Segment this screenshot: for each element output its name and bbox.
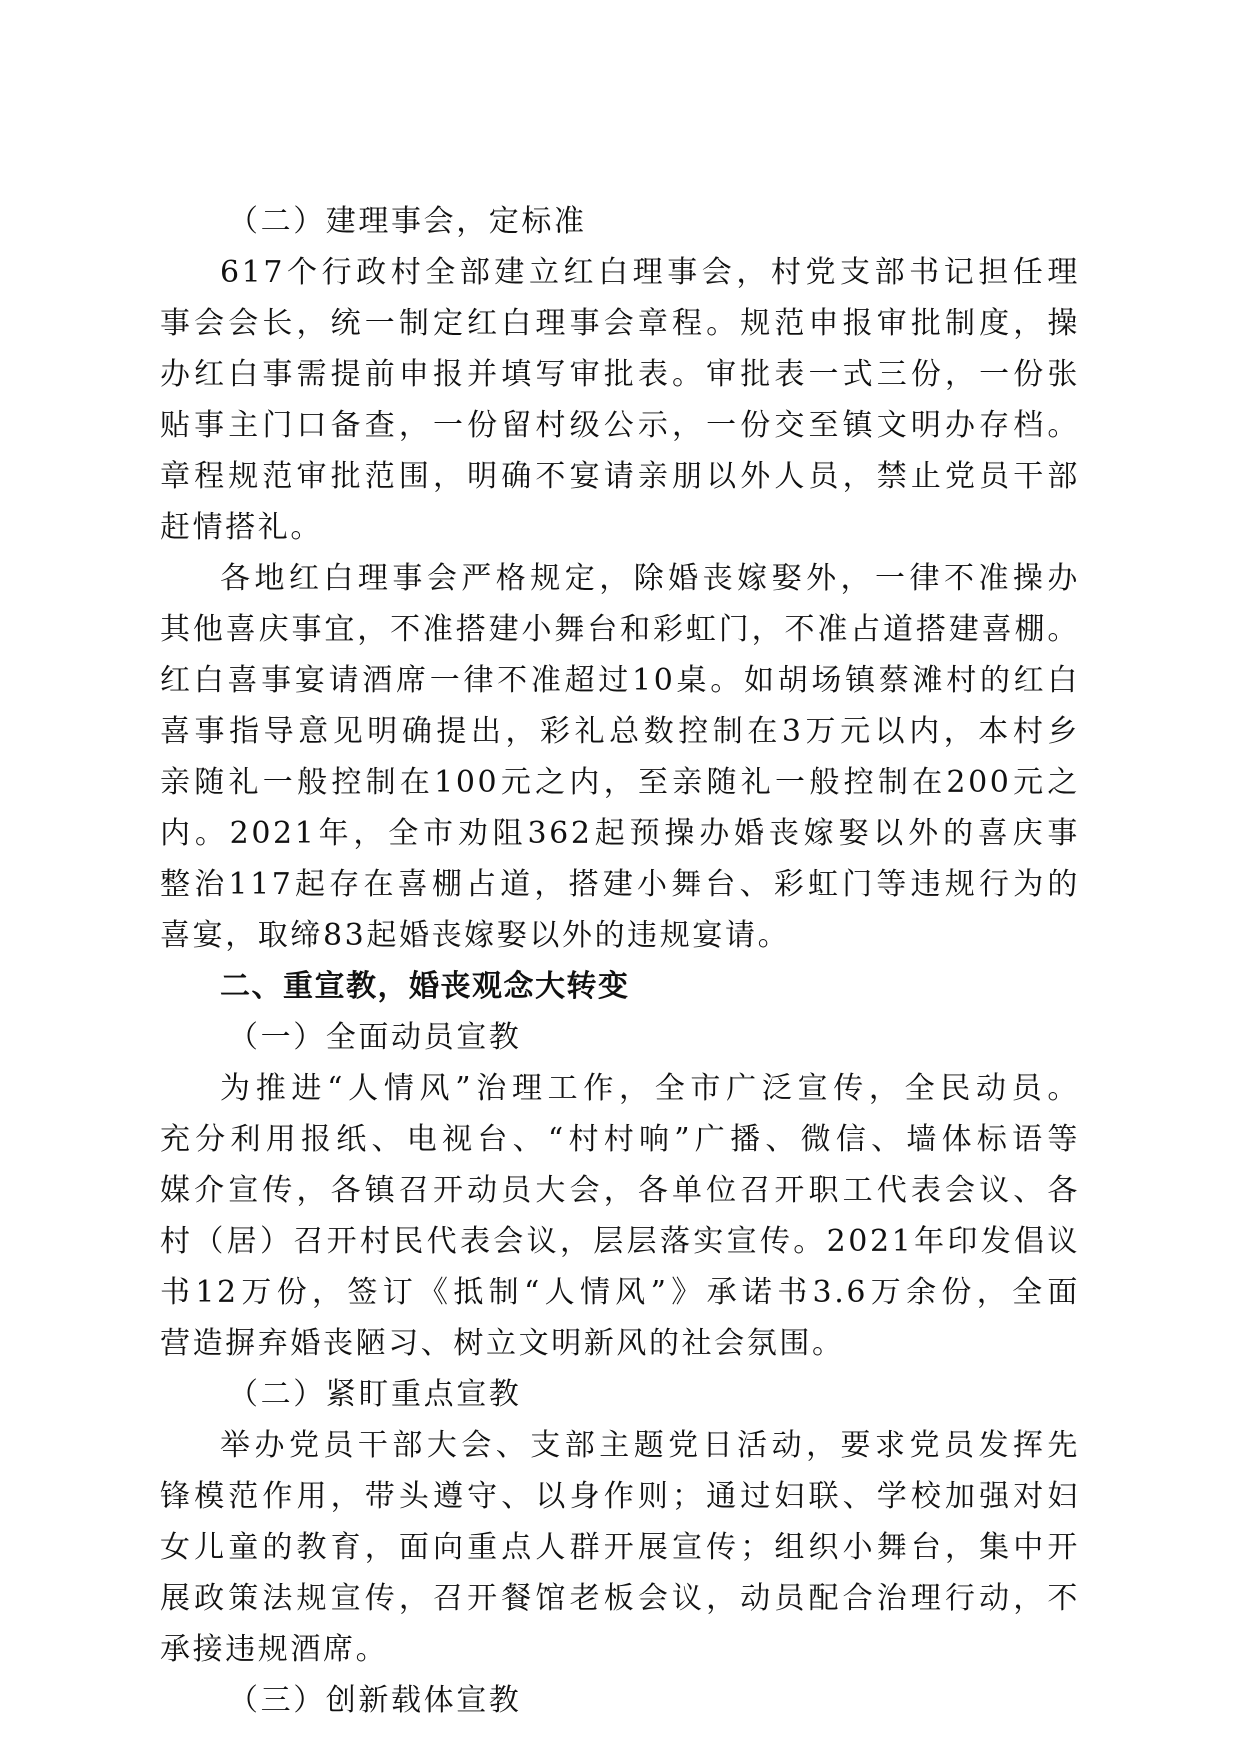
- subsection-title: （二）紧盯重点宣教: [228, 1377, 522, 1412]
- text-line: 整治117起存在喜棚占道，搭建小舞台、彩虹门等违规行为的: [160, 867, 1080, 902]
- text-line: 喜宴，取缔83起婚丧嫁娶以外的违规宴请。: [160, 918, 791, 953]
- text-line: 红白喜事宴请酒席一律不准超过10桌。如胡场镇蔡滩村的红白: [160, 663, 1080, 698]
- text-line: 事会会长，统一制定红白理事会章程。规范申报审批制度，操: [160, 306, 1080, 341]
- text-line: 村（居）召开村民代表会议，层层落实宣传。2021年印发倡议: [160, 1224, 1080, 1259]
- text-line: 营造摒弃婚丧陋习、树立文明新风的社会氛围。: [160, 1326, 845, 1361]
- text-line: 亲随礼一般控制在100元之内，至亲随礼一般控制在200元之: [160, 765, 1080, 800]
- paragraph: [160, 1063, 1080, 1369]
- text-line: 女儿童的教育，面向重点人群开展宣传；组织小舞台，集中开: [160, 1530, 1080, 1565]
- text-line: 章程规范审批范围，明确不宴请亲朋以外人员，禁止党员干部: [160, 459, 1080, 494]
- text-line: 617个行政村全部建立红白理事会，村党支部书记担任理: [220, 255, 1080, 290]
- text-line: 展政策法规宣传，召开餐馆老板会议，动员配合治理行动，不: [160, 1581, 1080, 1616]
- section-heading: 二、重宣教，婚丧观念大转变: [220, 969, 630, 1004]
- text-line: 办红白事需提前申报并填写审批表。审批表一式三份，一份张: [160, 357, 1080, 392]
- paragraph: [160, 553, 1080, 961]
- text-line: 其他喜庆事宜，不准搭建小舞台和彩虹门，不准占道搭建喜棚。: [160, 612, 1080, 647]
- document-page: [160, 196, 1080, 1726]
- text-line: 各地红白理事会严格规定，除婚丧嫁娶外，一律不准操办: [220, 561, 1080, 596]
- text-line: 书12万份，签订《抵制“人情风”》承诺书3.6万余份，全面: [160, 1275, 1080, 1310]
- text-line: 为推进“人情风”治理工作，全市广泛宣传，全民动员。: [220, 1071, 1080, 1106]
- text-line: 媒介宣传，各镇召开动员大会，各单位召开职工代表会议、各: [160, 1173, 1080, 1208]
- subsection-title: （二）建理事会，定标准: [228, 204, 587, 239]
- text-line: 赶情搭礼。: [160, 510, 323, 545]
- text-line: 锋模范作用，带头遵守、以身作则；通过妇联、学校加强对妇: [160, 1479, 1080, 1514]
- text-line: 贴事主门口备查，一份留村级公示，一份交至镇文明办存档。: [160, 408, 1080, 443]
- paragraph: [160, 247, 1080, 553]
- text-line: 喜事指导意见明确提出，彩礼总数控制在3万元以内，本村乡: [160, 714, 1080, 749]
- text-line: 内。2021年，全市劝阻362起预操办婚丧嫁娶以外的喜庆事: [160, 816, 1080, 851]
- subsection-title: （一）全面动员宣教: [228, 1020, 522, 1055]
- text-line: 举办党员干部大会、支部主题党日活动，要求党员发挥先: [220, 1428, 1080, 1463]
- text-line: 承接违规酒席。: [160, 1632, 389, 1667]
- subsection-title: （三）创新载体宣教: [228, 1683, 522, 1718]
- text-line: 充分利用报纸、电视台、“村村响”广播、微信、墙体标语等: [160, 1122, 1080, 1157]
- paragraph: [160, 1420, 1080, 1675]
